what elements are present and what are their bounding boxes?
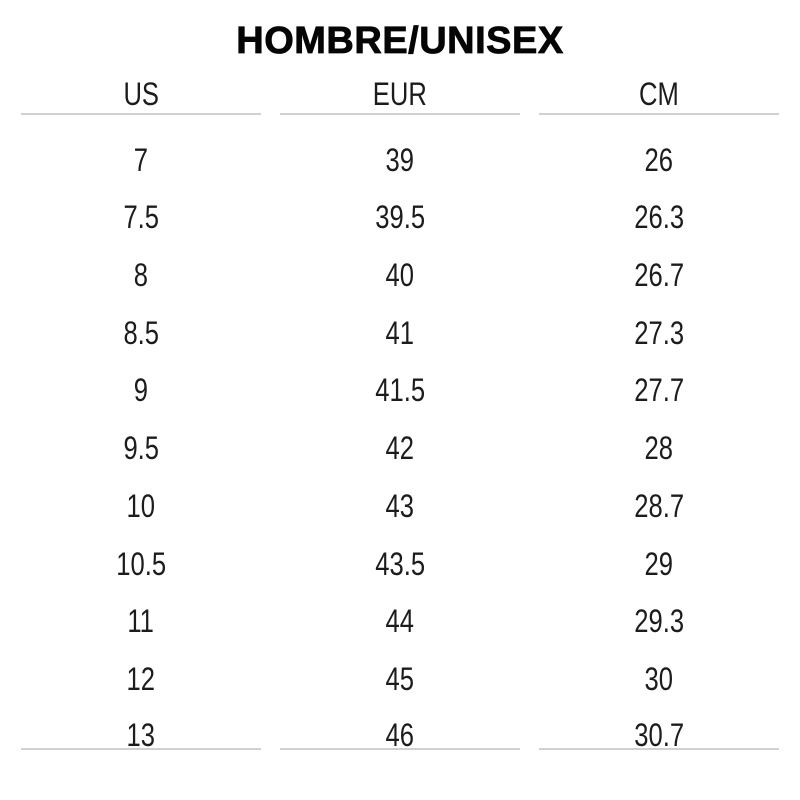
cm-size-value: 30.7: [634, 716, 684, 753]
table-row: [21, 230, 779, 294]
us-size-value: 12: [126, 660, 156, 697]
us-size-value: 9: [133, 372, 149, 409]
eur-size-cell: [280, 346, 520, 409]
cm-size-value: 27.3: [634, 314, 684, 351]
column-header-us-label: US: [123, 75, 159, 112]
eur-size-cell: [280, 403, 520, 467]
eur-size-value: 44: [385, 603, 415, 640]
column-header-eur-label: EUR: [372, 75, 428, 112]
us-size-value: 7.5: [123, 199, 159, 236]
eur-size-value: 46: [385, 716, 415, 753]
eur-size-cell: [280, 577, 520, 640]
cm-size-cell: [539, 173, 779, 236]
cm-size-cell: [539, 461, 779, 524]
us-size-cell: [21, 173, 261, 236]
cm-size-cell: [539, 577, 779, 640]
eur-size-cell: [280, 288, 520, 351]
us-size-value: 8: [133, 257, 149, 294]
eur-size-cell: [280, 173, 520, 236]
table-row: [21, 173, 779, 236]
us-size-cell: [21, 115, 261, 178]
us-size-cell: [21, 230, 261, 294]
cm-size-value: 29.3: [634, 603, 684, 640]
cm-size-cell: [539, 692, 779, 753]
us-size-cell: [21, 692, 261, 753]
table-row: [21, 519, 779, 582]
table-row: [21, 346, 779, 409]
us-size-value: 10: [126, 487, 156, 524]
us-size-value: 10.5: [116, 545, 166, 582]
cm-size-cell: [539, 403, 779, 467]
cm-size-value: 29: [644, 545, 674, 582]
us-size-cell: [21, 634, 261, 697]
eur-size-value: 41.5: [375, 372, 425, 409]
cm-size-cell: [539, 634, 779, 697]
column-header-cm: [539, 74, 779, 115]
eur-size-value: 39.5: [375, 199, 425, 236]
cm-size-value: 28.7: [634, 487, 684, 524]
us-size-cell: [21, 403, 261, 467]
table-row: [21, 634, 779, 697]
eur-size-cell: [280, 519, 520, 582]
us-size-value: 7: [133, 141, 149, 178]
cm-size-cell: [539, 230, 779, 294]
cm-size-value: 26: [644, 141, 674, 178]
us-size-value: 13: [126, 716, 156, 753]
table-row: [21, 461, 779, 524]
table-row: [21, 577, 779, 640]
us-size-value: 8.5: [123, 314, 159, 351]
us-size-cell: [21, 288, 261, 351]
size-chart-title: HOMBRE/UNISEX: [236, 20, 564, 62]
eur-size-cell: [280, 461, 520, 524]
cm-size-value: 28: [644, 430, 674, 467]
cm-size-cell: [539, 288, 779, 351]
table-row: [21, 403, 779, 467]
us-size-cell: [21, 346, 261, 409]
eur-size-cell: [280, 230, 520, 294]
us-size-value: 9.5: [123, 430, 159, 467]
eur-size-cell: [280, 634, 520, 697]
column-header-cm-label: CM: [639, 75, 679, 112]
us-size-cell: [21, 577, 261, 640]
us-size-cell: [21, 461, 261, 524]
column-header-us: [21, 74, 261, 115]
eur-size-value: 40: [385, 257, 415, 294]
eur-size-value: 41: [385, 314, 415, 351]
table-row: [21, 692, 779, 753]
cm-size-cell: [539, 519, 779, 582]
eur-size-value: 45: [385, 660, 415, 697]
cm-size-value: 27.7: [634, 372, 684, 409]
table-row: [21, 288, 779, 351]
eur-size-cell: [280, 115, 520, 178]
cm-size-value: 30: [644, 660, 674, 697]
cm-size-value: 26.3: [634, 199, 684, 236]
us-size-value: 11: [127, 603, 155, 640]
table-row: [21, 115, 779, 178]
header-row: [21, 74, 779, 115]
eur-size-value: 43: [385, 487, 415, 524]
cm-size-cell: [539, 115, 779, 178]
eur-size-cell: [280, 692, 520, 753]
size-conversion-table: [21, 74, 779, 753]
eur-size-value: 39: [385, 141, 415, 178]
eur-size-value: 43.5: [375, 545, 425, 582]
eur-size-value: 42: [385, 430, 415, 467]
cm-size-value: 26.7: [634, 257, 684, 294]
us-size-cell: [21, 519, 261, 582]
cm-size-cell: [539, 346, 779, 409]
column-header-eur: [280, 74, 520, 115]
